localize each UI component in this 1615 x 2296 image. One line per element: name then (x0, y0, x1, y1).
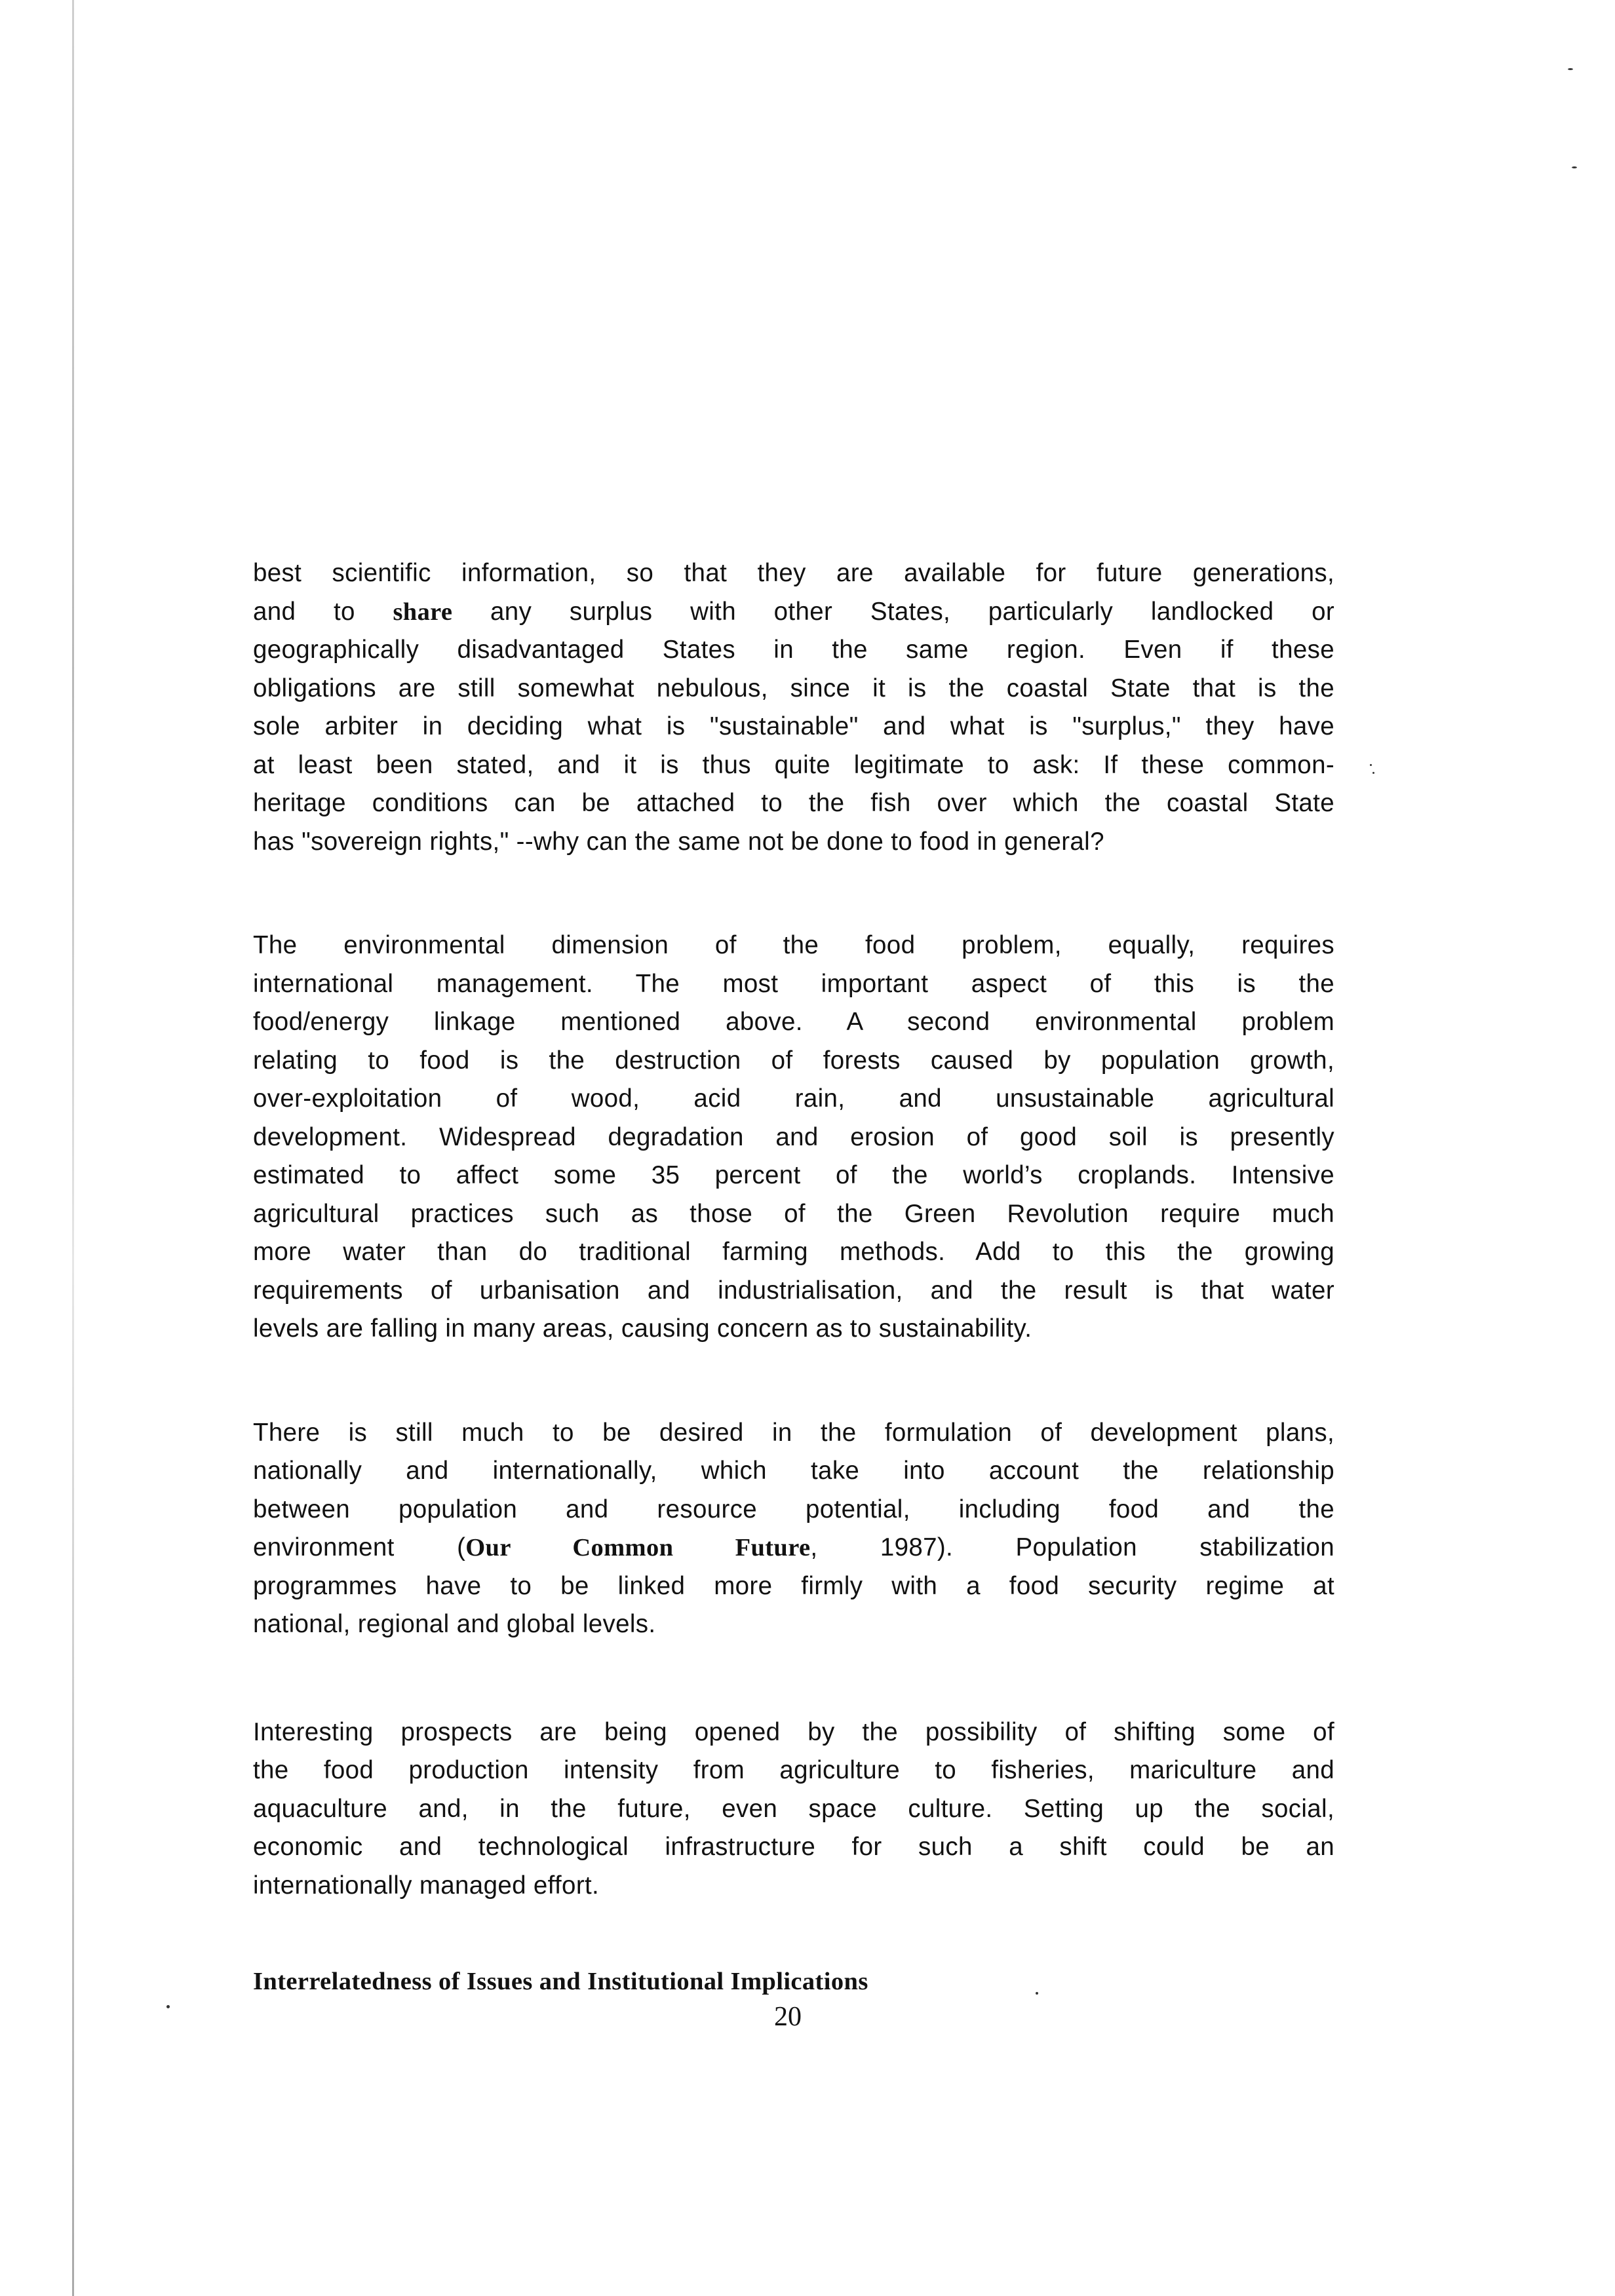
text-line: more water than do traditional farming methods. Add to this the growing (253, 1238, 1334, 1266)
paragraph (253, 554, 1334, 861)
text-line: development. Widespread degradation and erosion of good soil is presently (253, 1122, 1334, 1151)
text-line: at least been stated, and it is thus quite legitimate to ask: If these common- (253, 750, 1334, 779)
text-line: nationally and internationally, which take into account the relationship (253, 1457, 1334, 1485)
text-line: programmes have to be linked more firmly with a food security regime at (253, 1571, 1334, 1600)
text-line: the food production intensity from agriculture to fisheries, mariculture and (253, 1756, 1334, 1784)
text-line: levels are falling in many areas, causing concern as to sustainability. (253, 1314, 1032, 1343)
scan-speck (1572, 166, 1577, 168)
bold-text: share (393, 598, 453, 626)
paragraph (253, 927, 1334, 1349)
text-line: obligations are still somewhat nebulous, since it is the coastal State that is the (253, 674, 1334, 702)
text-line: heritage conditions can be attached to the fish over which the coastal State (253, 789, 1334, 817)
paragraph (253, 1713, 1334, 1905)
text-line: food/energy linkage mentioned above. A second environmental problem (253, 1008, 1334, 1036)
text-line: The environmental dimension of the food problem, equally, requires (253, 931, 1334, 959)
text-line: international management. The most important aspect of this is the (253, 969, 1334, 998)
text-segment: any surplus with other States, particularly landlocked or (452, 597, 1335, 626)
text-line: Interesting prospects are being opened by the possibility of shifting some of (253, 1717, 1334, 1746)
text-line: estimated to affect some 35 percent of the world’s croplands. Intensive (253, 1161, 1334, 1189)
text-line: national, regional and global levels. (253, 1610, 656, 1638)
text-line: internationally managed effort. (253, 1871, 600, 1900)
text-line: economic and technological infrastructure for such a shift could be an (253, 1833, 1334, 1861)
text-line (253, 1529, 1334, 1567)
text-line: requirements of urbanisation and industrialisation, and the result is that water (253, 1276, 1334, 1305)
page-edge (72, 0, 74, 2296)
text-line: between population and resource potential, including food and the (253, 1495, 1334, 1523)
text-line: best scientific information, so that they are available for future generations, (253, 559, 1334, 587)
scan-speck (1372, 772, 1374, 774)
text-line: has "sovereign rights," --why can the same not be done to food in general? (253, 827, 1104, 856)
page-number: 20 (774, 2002, 802, 2032)
text-line: sole arbiter in deciding what is "sustainable" and what is "surplus," they have (253, 712, 1334, 740)
paragraph (253, 1414, 1334, 1644)
text-line: agricultural practices such as those of the Green Revolution require much (253, 1199, 1334, 1228)
text-segment: and to (253, 597, 393, 626)
text-segment: , 1987). Population stabilization (810, 1533, 1335, 1561)
scan-speck (1568, 68, 1573, 70)
text-line: There is still much to be desired in the formulation of development plans, (253, 1418, 1334, 1447)
text-segment: environment ( (253, 1533, 466, 1561)
text-line: aquaculture and, in the future, even space culture. Setting up the social, (253, 1794, 1334, 1823)
section-heading: Interrelatedness of Issues and Institutional Implications (253, 1968, 868, 1995)
text-line: relating to food is the destruction of forests caused by population growth, (253, 1046, 1334, 1075)
bold-text: Our Common Future (465, 1534, 811, 1561)
scan-speck (1370, 764, 1372, 766)
text-line: geographically disadvantaged States in the same region. Even if these (253, 636, 1334, 664)
scan-speck (166, 2005, 170, 2008)
document-body (253, 554, 1334, 2000)
text-line (253, 593, 1334, 632)
text-line: over-exploitation of wood, acid rain, and unsustainable agricultural (253, 1084, 1334, 1113)
